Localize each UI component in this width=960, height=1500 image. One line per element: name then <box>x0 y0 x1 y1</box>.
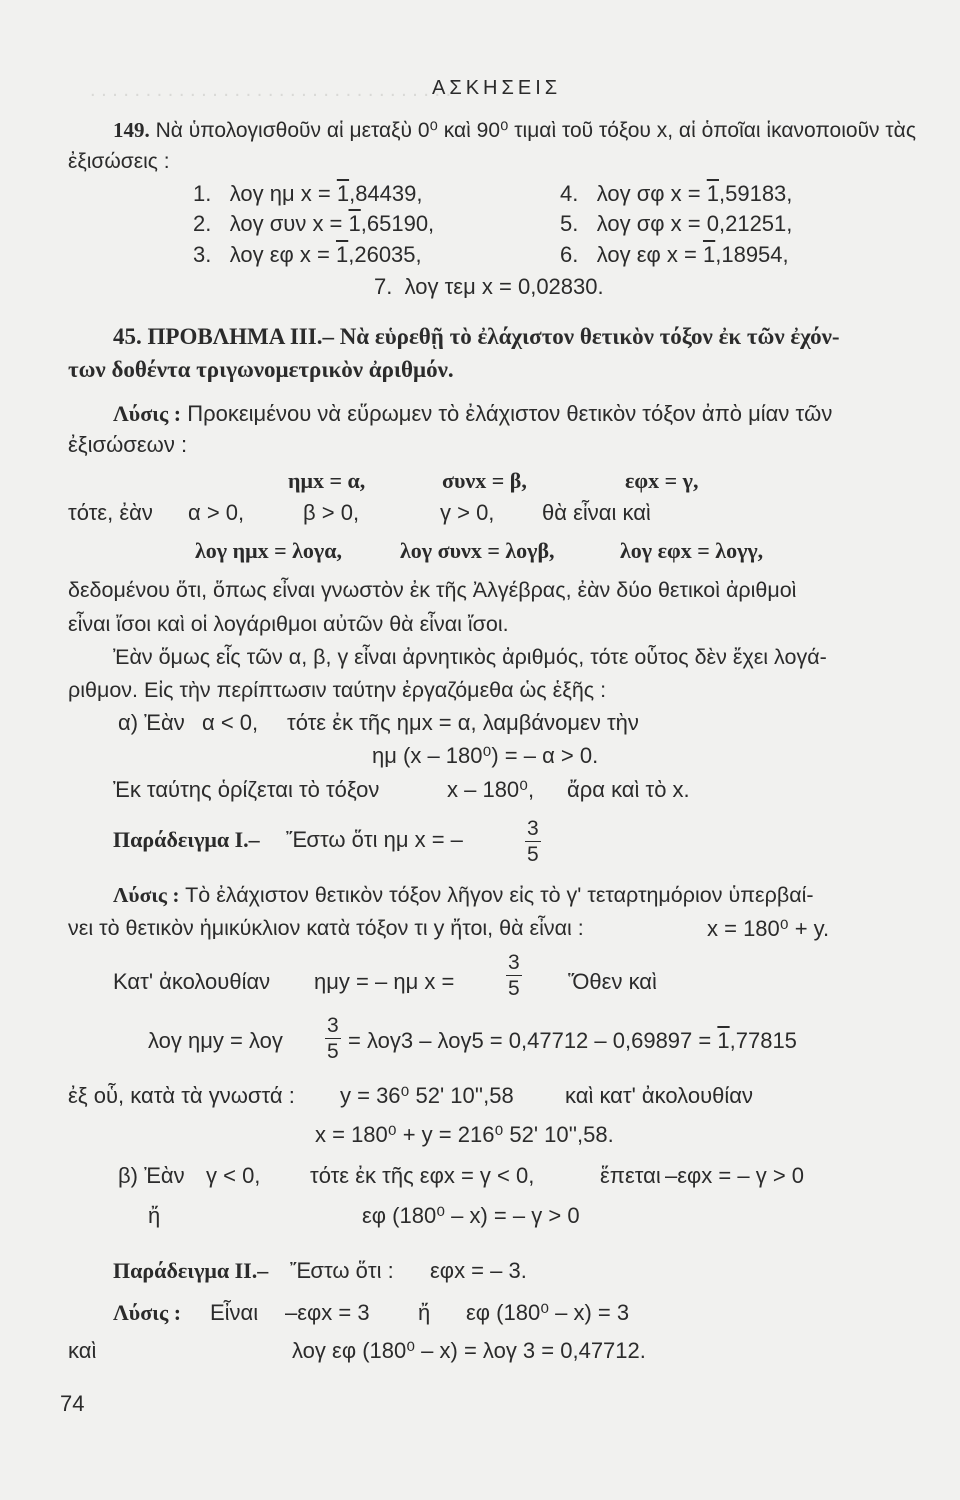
exercise-item: 7. λογ τεμ x = 0,02830. <box>374 274 604 299</box>
problem-heading: 45. ΠΡΟΒΛΗΜΑ III.– Νὰ εὑρεθῇ τὸ ἐλάχιστον θετικὸν τόξον ἐκ τῶν ἐχόν- <box>113 324 840 349</box>
example-2-equation-1: –εφx = 3 <box>285 1300 370 1325</box>
paragraph-line: Ἐὰν ὅμως εἷς τῶν α, β, γ εἶναι ἀρνητικὸς ἀριθμός, τότε οὗτος δὲν ἔχει λογά- <box>113 645 827 669</box>
consequence-text-2: καὶ κατ' ἀκολουθίαν <box>565 1083 753 1108</box>
x-value: x = 180⁰ + y = 216⁰ 52' 10'',58. <box>315 1122 614 1147</box>
equation-cos: συνx = β, <box>442 468 527 493</box>
equation-tan: εφx = γ, <box>625 468 699 493</box>
fraction: $\frac{3}{5}$ <box>327 1014 339 1063</box>
example-1-solution: Λύσις : Τὸ ἐλάχιστον θετικὸν τόξον λῆγον εἰς τὸ γ' τεταρτημόριον ὑπερβαί- <box>113 883 814 907</box>
problem-heading-line2: των δοθέντα τριγωνομετρικὸν ἀριθμόν. <box>68 357 454 382</box>
log-computation: λογ ημy = λογ <box>148 1028 283 1053</box>
fraction: $\frac{3}{5}$ <box>508 951 520 1000</box>
case-a-conclusion-end: ἄρα καὶ τὸ x. <box>567 777 690 802</box>
page-title: ΑΣΚΗΣΕΙΣ <box>432 77 562 99</box>
example-1-label: Παράδειγμα I.– <box>113 827 260 852</box>
paragraph-line: δεδομένου ὅτι, ὅπως εἶναι γνωστὸν ἐκ τῆς Ἀλγέβρας, ἐὰν δύο θετικοὶ ἀριθμοὶ <box>68 578 797 602</box>
solution-intro: Λύσις : Προκειμένου νὰ εὕρωμεν τὸ ἐλάχιστον θετικὸν τόξον ἀπὸ μίαν τῶν <box>113 401 833 426</box>
case-b-condition: γ < 0, <box>206 1163 261 1188</box>
example-2-solution-text: Εἶναι <box>210 1300 259 1325</box>
log-equation-cos: λογ συνx = λογβ, <box>400 538 555 563</box>
case-b-equation-2: εφ (180⁰ – x) = – γ > 0 <box>362 1203 580 1228</box>
consequence-text: Κατ' ἀκολουθίαν <box>113 969 271 994</box>
example-1-solution-line2: νει τὸ θετικὸν ἡμικύκλιον κατὰ τόξον τι y ἤτοι, θὰ εἶναι : <box>68 916 584 940</box>
example-1-solution-equation: x = 180⁰ + y. <box>707 916 830 941</box>
example-2-label: Παράδειγμα II.– <box>113 1258 269 1283</box>
final-and: καὶ <box>68 1338 97 1363</box>
case-a-label: α) Ἐὰν <box>118 710 185 735</box>
consequence-equation: ημy = – ημ x = <box>314 969 455 994</box>
case-b-text: τότε ἐκ τῆς εφx = γ < 0, <box>310 1163 535 1188</box>
condition-result: θὰ εἶναι καὶ <box>542 500 651 525</box>
fraction: $\frac{3}{5}$ <box>527 817 539 866</box>
bleed-through-text: . . . . . . . . . . . . . . . . . . . . . . . . . . . . . . . . . <box>90 79 452 101</box>
page-number: 74 <box>60 1391 85 1416</box>
log-equation-sin: λογ ημx = λογα, <box>195 538 342 563</box>
exercise-item: 2. λογ συν x = 1,65190, <box>193 211 435 236</box>
exercise-statement-line2: ἐξισώσεις : <box>68 150 170 173</box>
case-a-arc: x – 180⁰, <box>447 777 535 802</box>
condition-intro: τότε, ἐὰν <box>68 500 153 525</box>
solution-intro-line2: ἐξισώσεων : <box>68 432 188 457</box>
paragraph-line: εἶναι ἴσοι καὶ οἱ λογάριθμοι αὐτῶν θὰ εἶναι ἴσοι. <box>68 612 509 636</box>
example-2-equation-2: εφ (180⁰ – x) = 3 <box>466 1300 630 1325</box>
case-a-text: τότε ἐκ τῆς ημx = α, λαμβάνομεν τὴν <box>287 710 639 735</box>
case-a-condition: α < 0, <box>202 710 259 735</box>
exercise-item: 5. λογ σφ x = 0,21251, <box>560 211 793 236</box>
example-1-text: Ἔστω ὅτι ημ x = – <box>286 827 463 852</box>
exercise-item: 4. λογ σφ x = 1,59183, <box>560 181 793 206</box>
case-a-equation: ημ (x – 180⁰) = – α > 0. <box>372 743 599 768</box>
example-2-or: ἤ <box>418 1300 431 1325</box>
log-equation-tan: λογ εφx = λογγ, <box>620 538 764 563</box>
example-2-text: Ἔστω ὅτι : <box>290 1258 394 1283</box>
condition-gamma: γ > 0, <box>440 500 495 525</box>
log-computation-result: = λογ3 – λογ5 = 0,47712 – 0,69897 = 1,77815 <box>348 1028 797 1053</box>
known-values-text: ἐξ οὗ, κατὰ τὰ γνωστά : <box>68 1083 295 1108</box>
case-a-conclusion: Ἐκ ταύτης ὁρίζεται τὸ τόξον <box>113 777 380 802</box>
case-b-equation: –εφx = – γ > 0 <box>665 1163 805 1188</box>
exercise-item: 3. λογ εφ x = 1,26035, <box>193 242 422 267</box>
condition-beta: β > 0, <box>303 500 360 525</box>
case-b-label: β) Ἐὰν <box>118 1163 185 1188</box>
exercise-number: 149. <box>113 118 150 142</box>
example-2-equation: εφx = – 3. <box>430 1258 527 1283</box>
exercise-item: 6. λογ εφ x = 1,18954, <box>560 242 789 267</box>
example-2-solution-label: Λύσις : <box>113 1300 182 1325</box>
equation-sin: ημx = α, <box>288 468 366 493</box>
case-b-follows: ἕπεται <box>600 1163 661 1188</box>
exercise-item: 1. λογ ημ x = 1,84439, <box>193 181 423 206</box>
case-b-or: ἤ <box>148 1203 161 1228</box>
final-equation: λογ εφ (180⁰ – x) = λογ 3 = 0,47712. <box>292 1338 646 1363</box>
condition-alpha: α > 0, <box>188 500 245 525</box>
exercise-statement: 149. Νὰ ὑπολογισθοῦν αἱ μεταξὺ 0⁰ καὶ 90⁰ τιμαὶ τοῦ τόξου x, αἱ ὁποῖαι ἱκανοποιοῦν τὰς <box>113 118 916 142</box>
y-value: y = 36⁰ 52' 10'',58 <box>340 1083 514 1108</box>
consequence-end: Ὅθεν καὶ <box>568 969 657 994</box>
paragraph-line: ριθμον. Εἰς τὴν περίπτωσιν ταύτην ἐργαζόμεθα ὡς ἑξῆς : <box>68 678 607 702</box>
